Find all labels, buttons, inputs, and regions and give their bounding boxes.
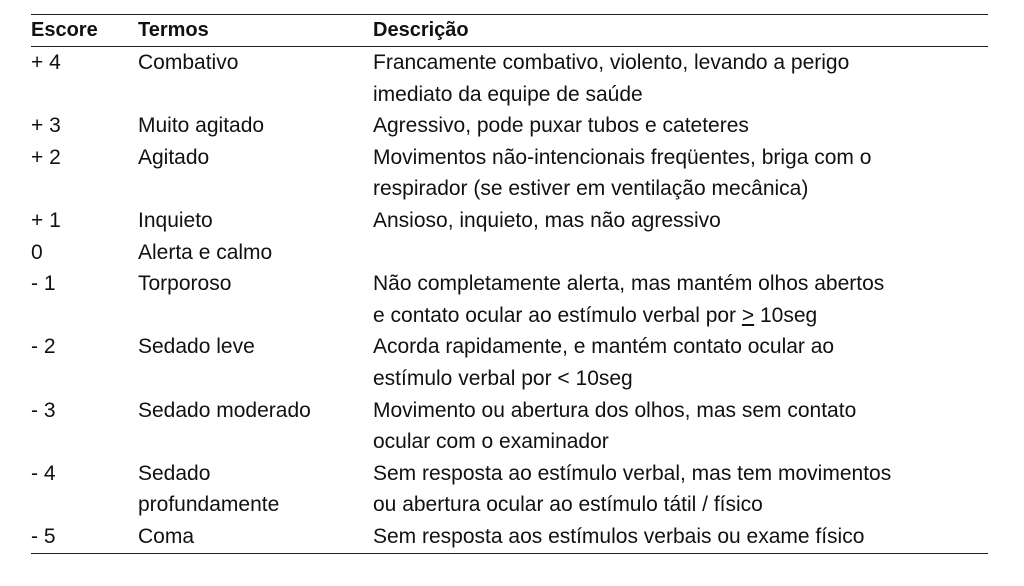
table-row — [31, 205, 988, 237]
row-description — [373, 268, 988, 331]
row-description: Movimento ou abertura dos olhos, mas sem contato ocular com o examinador — [373, 398, 857, 454]
row-description: Francamente combativo, violento, levando a perigo imediato da equipe de saúde — [373, 51, 850, 106]
table-row — [31, 331, 988, 394]
table-row — [31, 110, 988, 142]
row-score: - 2 — [31, 335, 56, 359]
table-row — [31, 142, 988, 205]
row-score: + 4 — [31, 51, 61, 74]
row-score: 0 — [31, 240, 43, 264]
row-score: + 1 — [31, 208, 61, 232]
header-description: Descrição — [373, 19, 469, 41]
table-row — [31, 395, 988, 458]
table-row — [31, 47, 988, 110]
row-score: + 2 — [31, 145, 61, 169]
row-term: Alerta e calmo — [138, 240, 273, 264]
row-term: Muito agitado — [138, 114, 265, 138]
row-term: Sedado moderado — [138, 398, 311, 422]
row-score: + 3 — [31, 114, 61, 138]
row-score: - 1 — [31, 272, 56, 296]
row-description-line2-pre: e contato ocular ao estímulo verbal por — [373, 303, 742, 327]
row-term: Sedado profundamente — [138, 461, 280, 517]
greater-equal-symbol: > — [741, 303, 755, 327]
row-score: - 4 — [31, 461, 56, 485]
row-description — [373, 237, 988, 269]
table-header — [31, 15, 988, 47]
header-term: Termos — [138, 19, 209, 41]
row-term: Sedado leve — [138, 335, 255, 359]
row-description-line2-post: 10seg — [754, 303, 818, 327]
row-term: Inquieto — [138, 208, 213, 232]
row-term: Torporoso — [138, 272, 232, 296]
row-description: Movimentos não-intencionais freqüentes, briga com o respirador (se estiver em ventilação mecânica) — [373, 145, 872, 201]
header-score: Escore — [31, 19, 98, 41]
table-row — [31, 521, 988, 553]
table-row — [31, 268, 988, 331]
table-row — [31, 237, 988, 269]
row-description: Ansioso, inquieto, mas não agressivo — [373, 208, 721, 232]
row-score: - 3 — [31, 398, 56, 422]
table-row — [31, 458, 988, 521]
row-description: Sem resposta ao estímulo verbal, mas tem movimentos ou abertura ocular ao estímulo tátil / físico — [373, 461, 892, 517]
row-term: Agitado — [138, 145, 210, 169]
row-term: Coma — [138, 524, 195, 548]
sedation-scale-table — [31, 14, 988, 554]
row-term: Combativo — [138, 51, 239, 74]
row-score: - 5 — [31, 524, 56, 548]
row-description-line1: Não completamente alerta, mas mantém olhos abertos — [373, 272, 885, 296]
row-description: Acorda rapidamente, e mantém contato ocular ao estímulo verbal por < 10seg — [373, 335, 835, 390]
row-description: Sem resposta aos estímulos verbais ou exame físico — [373, 524, 865, 548]
row-description: Agressivo, pode puxar tubos e cateteres — [373, 114, 749, 138]
